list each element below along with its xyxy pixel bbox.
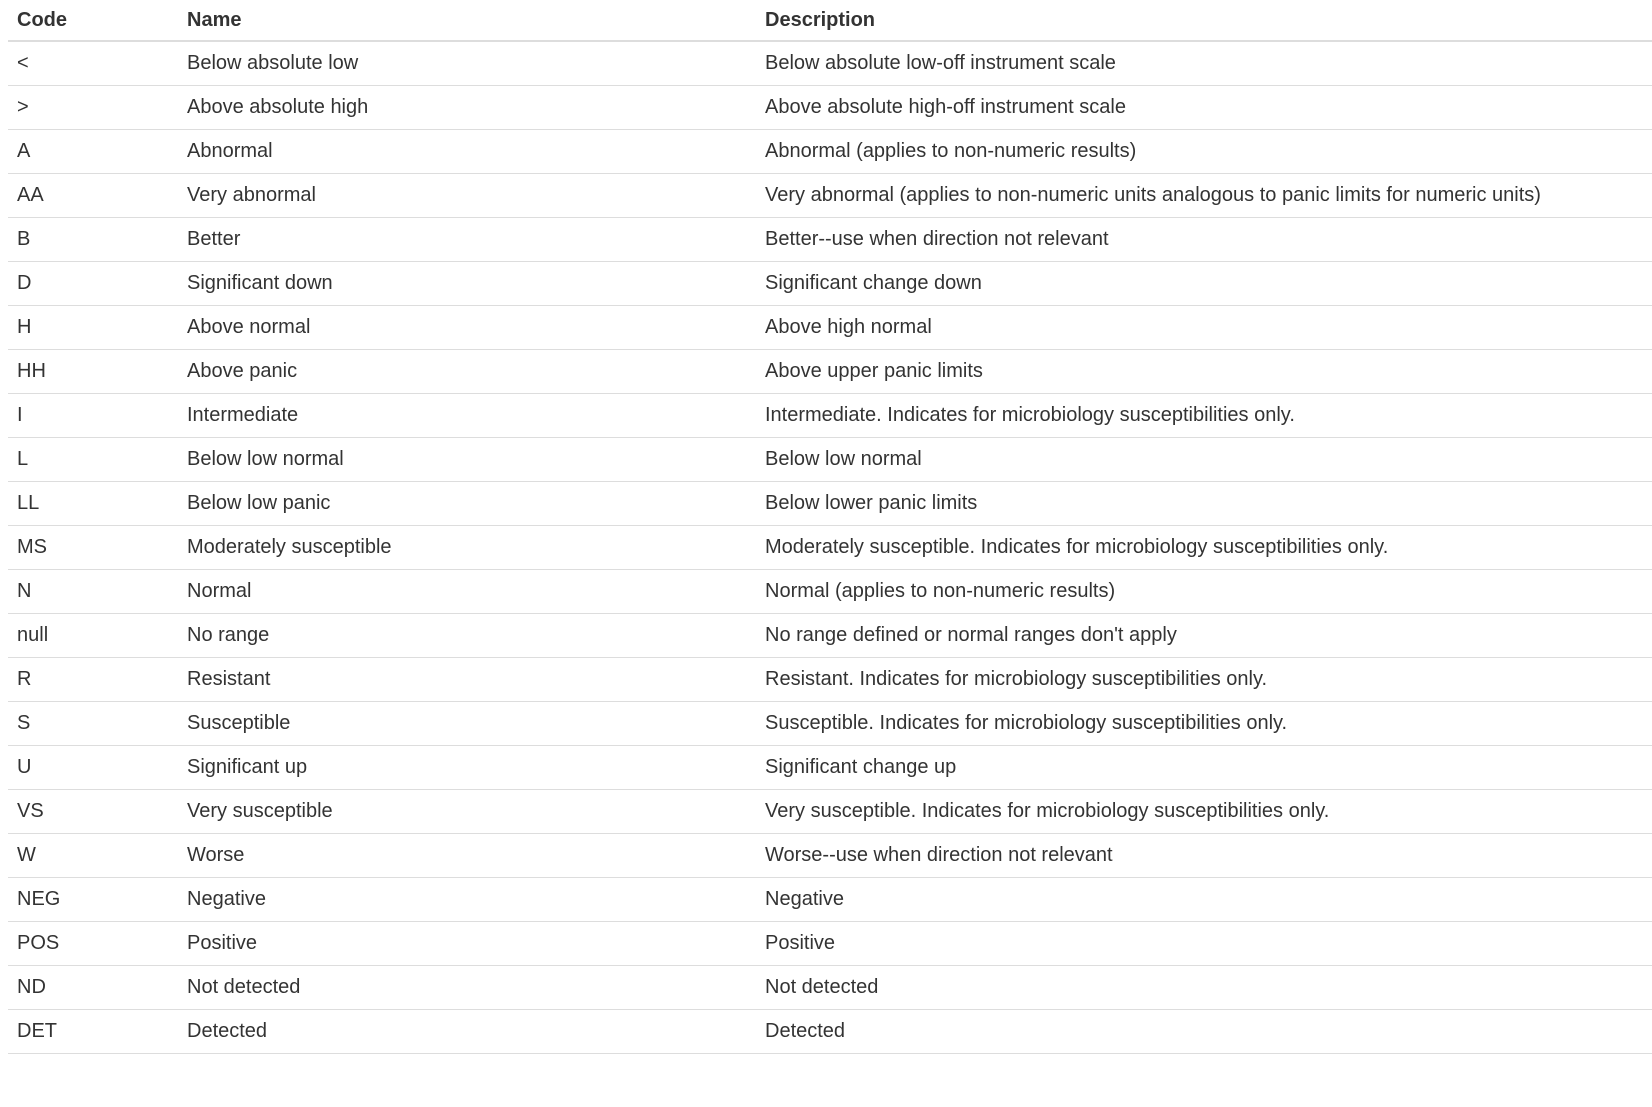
table-header-row <box>8 0 1652 41</box>
cell-code: MS <box>8 526 178 570</box>
cell-name: Resistant <box>178 658 756 702</box>
cell-code: R <box>8 658 178 702</box>
cell-description: Susceptible. Indicates for microbiology susceptibilities only. <box>756 702 1652 746</box>
table-row <box>8 394 1652 438</box>
table-row <box>8 218 1652 262</box>
cell-code: DET <box>8 1010 178 1054</box>
cell-name: Susceptible <box>178 702 756 746</box>
cell-description: Normal (applies to non-numeric results) <box>756 570 1652 614</box>
cell-name: Above panic <box>178 350 756 394</box>
header-description: Description <box>756 0 1652 41</box>
cell-description: Better--use when direction not relevant <box>756 218 1652 262</box>
cell-name: Significant down <box>178 262 756 306</box>
cell-name: Not detected <box>178 966 756 1010</box>
cell-code: ND <box>8 966 178 1010</box>
cell-code: > <box>8 86 178 130</box>
cell-code: A <box>8 130 178 174</box>
cell-name: Very susceptible <box>178 790 756 834</box>
table-row <box>8 41 1652 86</box>
table-row <box>8 922 1652 966</box>
cell-code: H <box>8 306 178 350</box>
cell-description: Significant change down <box>756 262 1652 306</box>
header-code: Code <box>8 0 178 41</box>
table-row <box>8 306 1652 350</box>
cell-code: U <box>8 746 178 790</box>
table-body <box>8 41 1652 1054</box>
cell-name: Below low panic <box>178 482 756 526</box>
table-row <box>8 878 1652 922</box>
table-row <box>8 350 1652 394</box>
cell-description: Negative <box>756 878 1652 922</box>
cell-name: Normal <box>178 570 756 614</box>
cell-description: Very abnormal (applies to non-numeric units analogous to panic limits for numeric units) <box>756 174 1652 218</box>
cell-name: Detected <box>178 1010 756 1054</box>
table-row <box>8 614 1652 658</box>
cell-name: Abnormal <box>178 130 756 174</box>
cell-name: No range <box>178 614 756 658</box>
cell-code: I <box>8 394 178 438</box>
cell-name: Better <box>178 218 756 262</box>
cell-description: Not detected <box>756 966 1652 1010</box>
cell-name: Below low normal <box>178 438 756 482</box>
cell-code: LL <box>8 482 178 526</box>
cell-code: null <box>8 614 178 658</box>
cell-code: VS <box>8 790 178 834</box>
cell-description: Positive <box>756 922 1652 966</box>
cell-name: Significant up <box>178 746 756 790</box>
cell-code: POS <box>8 922 178 966</box>
cell-name: Intermediate <box>178 394 756 438</box>
cell-description: Worse--use when direction not relevant <box>756 834 1652 878</box>
code-table <box>8 0 1652 1054</box>
cell-description: Very susceptible. Indicates for microbiology susceptibilities only. <box>756 790 1652 834</box>
cell-name: Very abnormal <box>178 174 756 218</box>
cell-description: Significant change up <box>756 746 1652 790</box>
cell-name: Above absolute high <box>178 86 756 130</box>
table-row <box>8 834 1652 878</box>
cell-description: Below low normal <box>756 438 1652 482</box>
cell-description: Above upper panic limits <box>756 350 1652 394</box>
cell-description: No range defined or normal ranges don't apply <box>756 614 1652 658</box>
header-name: Name <box>178 0 756 41</box>
table-row <box>8 658 1652 702</box>
cell-description: Intermediate. Indicates for microbiology susceptibilities only. <box>756 394 1652 438</box>
table-row <box>8 482 1652 526</box>
cell-name: Positive <box>178 922 756 966</box>
cell-name: Negative <box>178 878 756 922</box>
cell-description: Above high normal <box>756 306 1652 350</box>
cell-description: Above absolute high-off instrument scale <box>756 86 1652 130</box>
table-row <box>8 570 1652 614</box>
table-row <box>8 86 1652 130</box>
cell-description: Resistant. Indicates for microbiology susceptibilities only. <box>756 658 1652 702</box>
cell-code: B <box>8 218 178 262</box>
cell-description: Below lower panic limits <box>756 482 1652 526</box>
cell-code: AA <box>8 174 178 218</box>
cell-code: N <box>8 570 178 614</box>
table-row <box>8 130 1652 174</box>
cell-name: Below absolute low <box>178 41 756 86</box>
cell-code: < <box>8 41 178 86</box>
cell-description: Moderately susceptible. Indicates for microbiology susceptibilities only. <box>756 526 1652 570</box>
table-row <box>8 966 1652 1010</box>
cell-code: D <box>8 262 178 306</box>
cell-code: NEG <box>8 878 178 922</box>
cell-code: W <box>8 834 178 878</box>
table-row <box>8 1010 1652 1054</box>
table-row <box>8 526 1652 570</box>
cell-name: Moderately susceptible <box>178 526 756 570</box>
table-row <box>8 702 1652 746</box>
cell-code: L <box>8 438 178 482</box>
cell-description: Below absolute low-off instrument scale <box>756 41 1652 86</box>
table-row <box>8 790 1652 834</box>
cell-name: Worse <box>178 834 756 878</box>
cell-code: S <box>8 702 178 746</box>
cell-code: HH <box>8 350 178 394</box>
table-row <box>8 746 1652 790</box>
cell-description: Detected <box>756 1010 1652 1054</box>
cell-name: Above normal <box>178 306 756 350</box>
table-row <box>8 262 1652 306</box>
table-row <box>8 174 1652 218</box>
table-row <box>8 438 1652 482</box>
cell-description: Abnormal (applies to non-numeric results) <box>756 130 1652 174</box>
